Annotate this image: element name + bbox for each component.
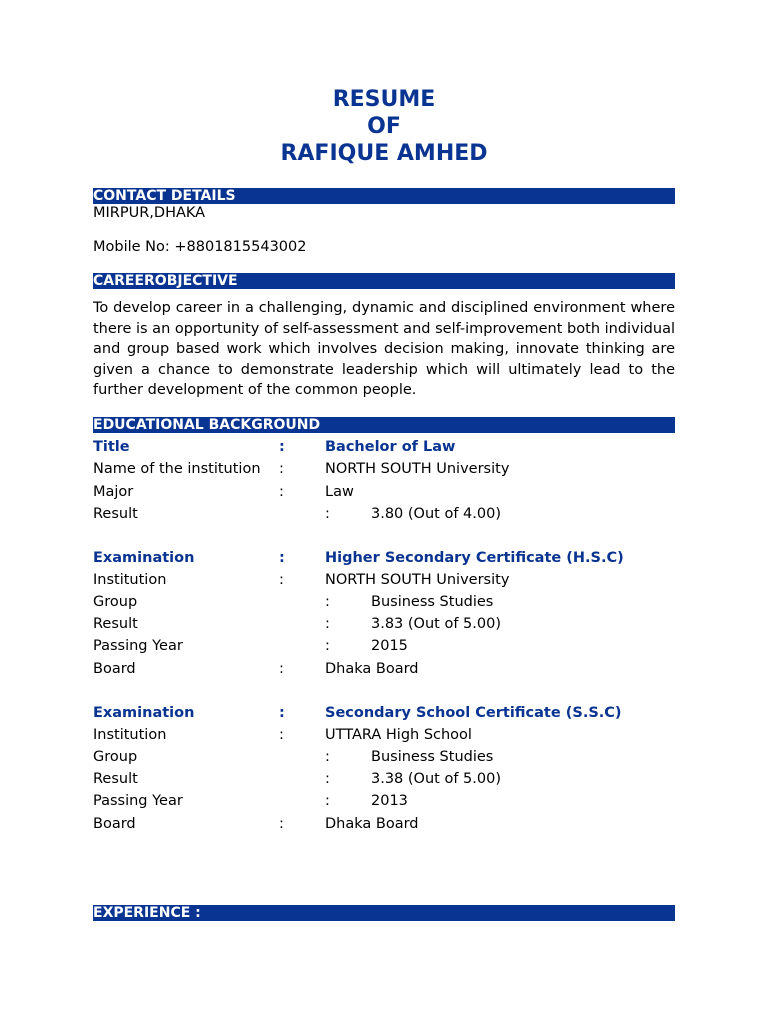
row-colon: : <box>279 816 284 832</box>
hsc-group-row <box>93 592 693 612</box>
row-value: 2013 <box>371 793 408 809</box>
row-value: Bachelor of Law <box>325 439 456 455</box>
degree-major-row <box>93 482 693 502</box>
row-value: Business Studies <box>371 594 494 610</box>
row-label: Passing Year <box>93 638 183 654</box>
degree-institution-row <box>93 459 693 479</box>
row-value: Dhaka Board <box>325 661 419 677</box>
row-colon: : <box>325 594 330 610</box>
row-colon: : <box>279 550 285 566</box>
row-colon: : <box>279 661 284 677</box>
title-line-of: OF <box>367 114 401 139</box>
row-label: Board <box>93 816 136 832</box>
row-label: Result <box>93 616 138 632</box>
row-colon: : <box>279 727 284 743</box>
resume-title <box>0 86 768 167</box>
hsc-exam-row <box>93 548 693 568</box>
row-colon: : <box>325 749 330 765</box>
row-label: Board <box>93 661 136 677</box>
hsc-institution-row <box>93 570 693 590</box>
row-value: 3.83 (Out of 5.00) <box>371 616 501 632</box>
row-colon: : <box>279 705 285 721</box>
ssc-result-row <box>93 769 693 789</box>
row-value: UTTARA High School <box>325 727 472 743</box>
ssc-year-row <box>93 791 693 811</box>
row-label: Name of the institution <box>93 461 261 477</box>
row-label: Result <box>93 506 138 522</box>
row-colon: : <box>279 484 284 500</box>
row-colon: : <box>325 793 330 809</box>
row-value: 3.38 (Out of 5.00) <box>371 771 501 787</box>
row-colon: : <box>325 771 330 787</box>
education-heading: EDUCATIONAL BACKGROUND <box>93 417 675 433</box>
row-label: Examination <box>93 705 195 721</box>
ssc-institution-row <box>93 725 693 745</box>
objective-heading: CAREEROBJECTIVE <box>93 273 675 289</box>
title-line-resume: RESUME <box>332 87 436 112</box>
row-label: Institution <box>93 572 167 588</box>
hsc-board-row <box>93 659 693 679</box>
row-label: Major <box>93 484 134 500</box>
row-label: Title <box>93 439 130 455</box>
ssc-board-row <box>93 814 693 834</box>
row-colon: : <box>279 461 284 477</box>
row-label: Examination <box>93 550 195 566</box>
row-label: Group <box>93 594 138 610</box>
objective-text: To develop career in a challenging, dynamic and disciplined environment where there is an opportunity of self-assessment and self-improvement both individual and group based work which involves decision making, innovate thinking are given a chance to demonstrate leadership which will ultimately lead to the further development of the common people. <box>93 300 675 399</box>
contact-mobile: Mobile No: +8801815543002 <box>93 239 307 255</box>
experience-heading: EXPERIENCE : <box>93 905 675 921</box>
row-label: Group <box>93 749 138 765</box>
ssc-group-row <box>93 747 693 767</box>
hsc-result-row <box>93 614 693 634</box>
row-colon: : <box>279 572 284 588</box>
row-value: Law <box>325 484 354 500</box>
row-value: NORTH SOUTH University <box>325 461 510 477</box>
row-value: Dhaka Board <box>325 816 419 832</box>
row-label: Passing Year <box>93 793 183 809</box>
row-value: 3.80 (Out of 4.00) <box>371 506 501 522</box>
ssc-exam-row <box>93 703 693 723</box>
row-label: Result <box>93 771 138 787</box>
row-value: 2015 <box>371 638 408 654</box>
row-colon: : <box>325 638 330 654</box>
degree-title-row <box>93 437 693 457</box>
row-value: Business Studies <box>371 749 494 765</box>
hsc-year-row <box>93 636 693 656</box>
row-value: Higher Secondary Certificate (H.S.C) <box>325 550 624 566</box>
row-colon: : <box>279 439 285 455</box>
row-value: Secondary School Certificate (S.S.C) <box>325 705 622 721</box>
row-colon: : <box>325 616 330 632</box>
degree-result-row <box>93 504 693 524</box>
title-line-name: RAFIQUE AMHED <box>280 141 488 166</box>
contact-address: MIRPUR,DHAKA <box>93 205 206 221</box>
contact-heading: CONTACT DETAILS <box>93 188 675 204</box>
row-value: NORTH SOUTH University <box>325 572 510 588</box>
row-colon: : <box>325 506 330 522</box>
row-label: Institution <box>93 727 167 743</box>
